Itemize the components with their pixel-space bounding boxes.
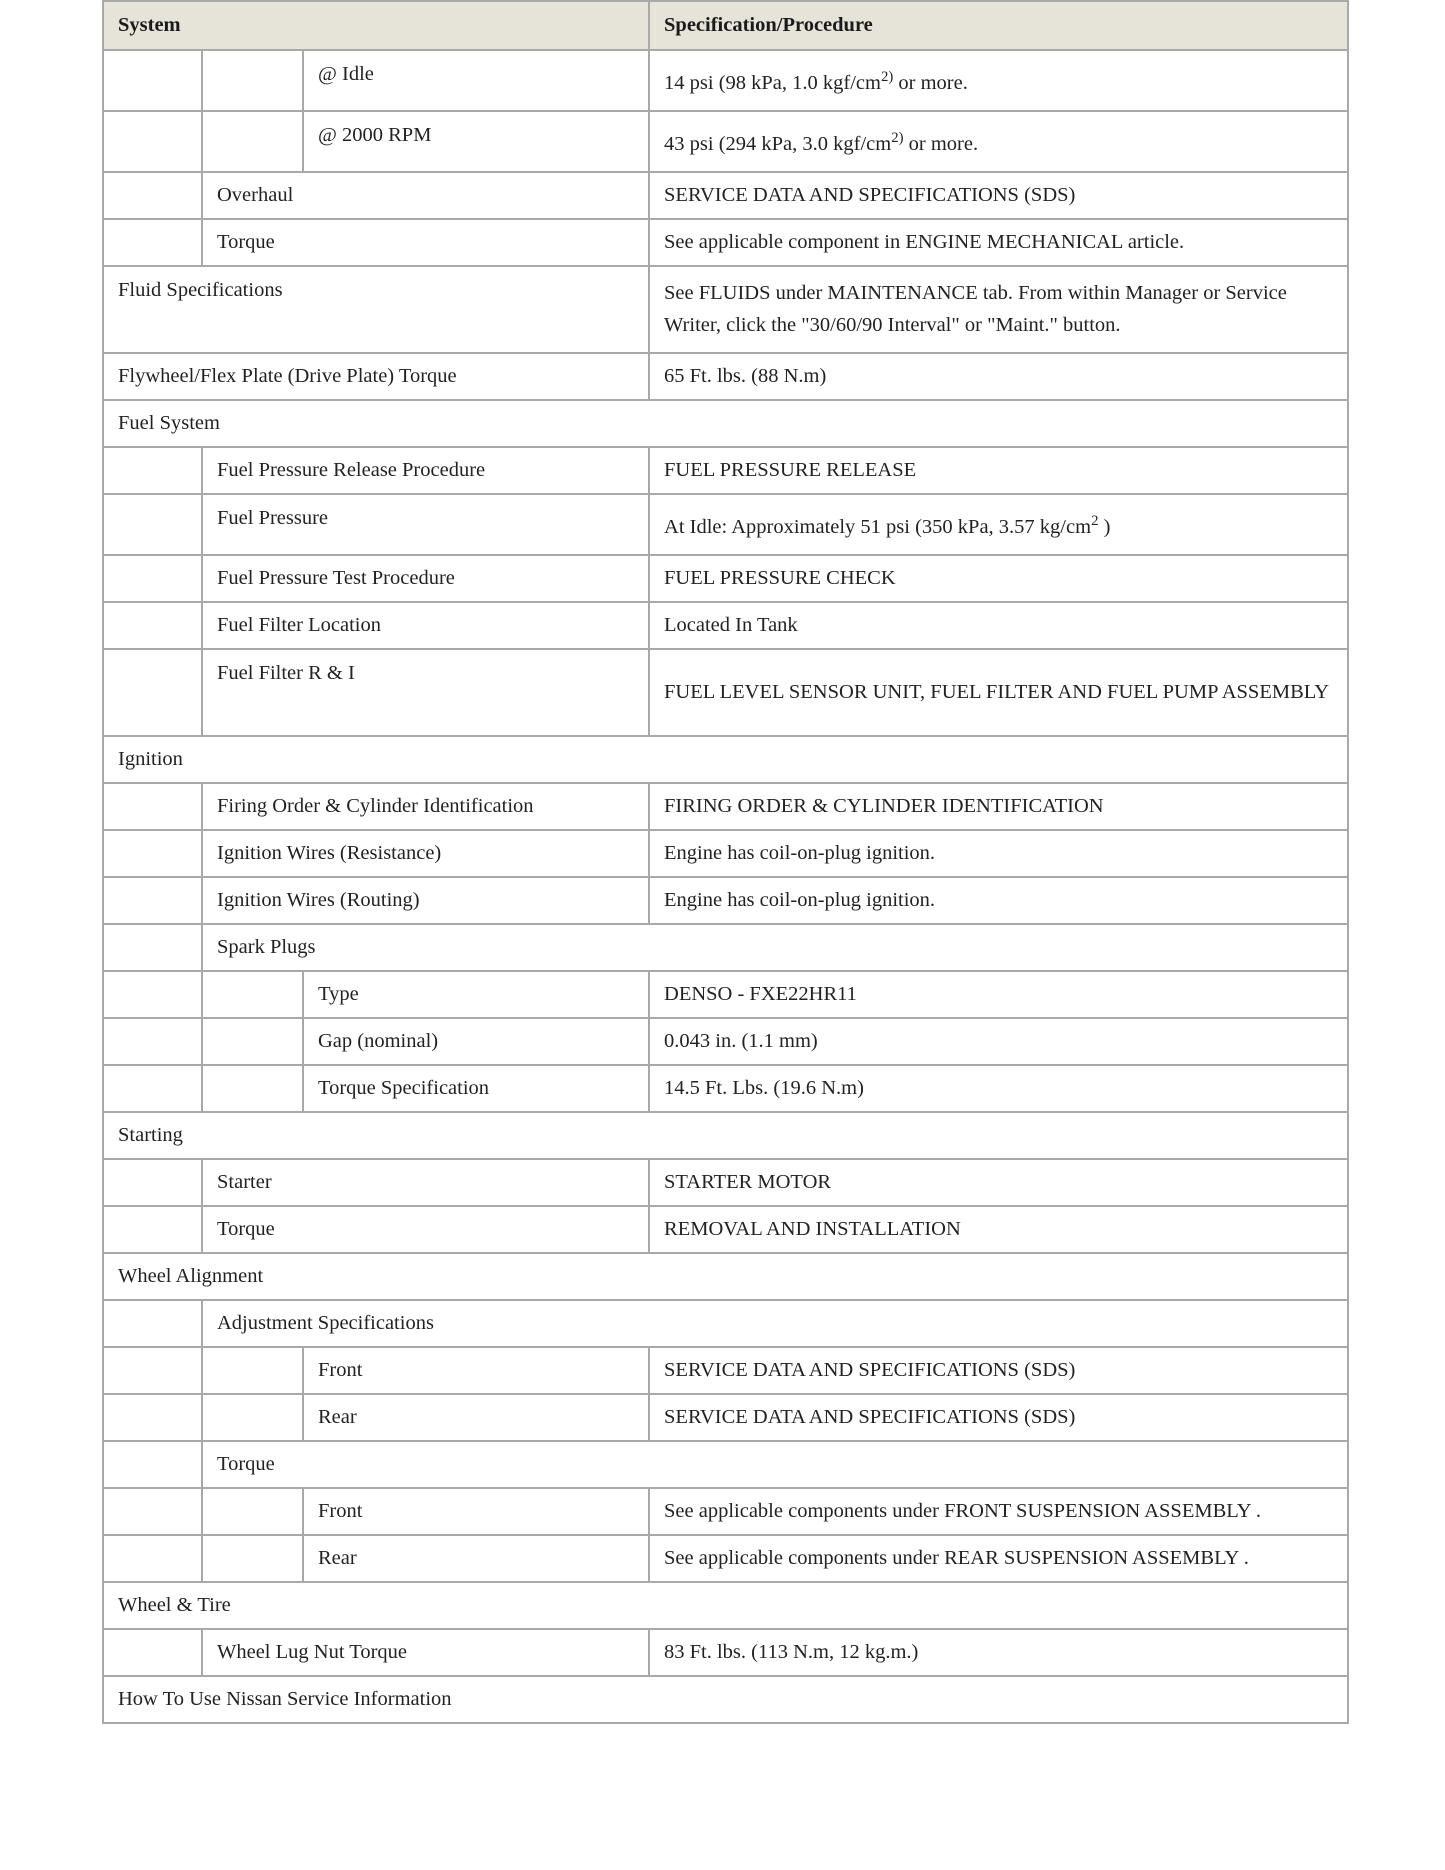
table-row (103, 1065, 1348, 1112)
indent-cell (202, 1065, 303, 1112)
row-value: At Idle: Approximately 51 psi (350 kPa, 3.57 $kg/cm^2$ ) (649, 494, 1348, 555)
section-row (103, 1582, 1348, 1629)
table-row (103, 1206, 1348, 1253)
row-value: REMOVAL AND INSTALLATION (649, 1206, 1348, 1253)
row-value: FUEL PRESSURE RELEASE (649, 447, 1348, 494)
row-value: Engine has coil-on-plug ignition. (649, 830, 1348, 877)
table-row (103, 111, 1348, 172)
row-value: Located In Tank (649, 602, 1348, 649)
row-label: Gap (nominal) (303, 1018, 649, 1065)
table-row (103, 971, 1348, 1018)
table-row (103, 1441, 1348, 1488)
indent-cell (202, 971, 303, 1018)
section-label: Ignition (103, 736, 1348, 783)
indent-cell (103, 830, 202, 877)
subsection-label: Spark Plugs (202, 924, 1348, 971)
row-label: Fuel Filter R & I (202, 649, 649, 736)
row-value: 65 Ft. lbs. (88 N.m) (649, 353, 1348, 400)
section-row (103, 1676, 1348, 1723)
table-row (103, 1535, 1348, 1582)
row-label: Rear (303, 1535, 649, 1582)
row-value: FUEL PRESSURE CHECK (649, 555, 1348, 602)
row-value: 43 psi (294 kPa, 3.0 kgf/$cm^{2)}$ or more. (649, 111, 1348, 172)
section-row (103, 400, 1348, 447)
row-label: Flywheel/Flex Plate (Drive Plate) Torque (103, 353, 649, 400)
indent-cell (103, 555, 202, 602)
indent-cell (202, 1394, 303, 1441)
row-value: 0.043 in. (1.1 mm) (649, 1018, 1348, 1065)
subsection-label: Torque (202, 1441, 1348, 1488)
indent-cell (202, 111, 303, 172)
row-label: Torque (202, 1206, 649, 1253)
table-row (103, 1488, 1348, 1535)
row-value: DENSO - FXE22HR11 (649, 971, 1348, 1018)
row-label: Overhaul (202, 172, 649, 219)
row-label: Fuel Pressure (202, 494, 649, 555)
row-label: Fuel Pressure Release Procedure (202, 447, 649, 494)
subsection-label: Adjustment Specifications (202, 1300, 1348, 1347)
indent-cell (103, 602, 202, 649)
row-label: @ Idle (303, 50, 649, 111)
table-row (103, 219, 1348, 266)
indent-cell (202, 1488, 303, 1535)
table-header-row (103, 1, 1348, 50)
table-row (103, 1394, 1348, 1441)
indent-cell (103, 1206, 202, 1253)
indent-cell (103, 1018, 202, 1065)
table-row (103, 830, 1348, 877)
indent-cell (202, 1347, 303, 1394)
table-row (103, 1347, 1348, 1394)
row-value: SERVICE DATA AND SPECIFICATIONS (SDS) (649, 1394, 1348, 1441)
indent-cell (103, 971, 202, 1018)
indent-cell (103, 447, 202, 494)
indent-cell (103, 1488, 202, 1535)
header-specification: Specification/Procedure (649, 1, 1348, 50)
table-row (103, 555, 1348, 602)
table-row (103, 783, 1348, 830)
table-row (103, 924, 1348, 971)
row-value: See applicable components under REAR SUSPENSION ASSEMBLY . (649, 1535, 1348, 1582)
indent-cell (103, 783, 202, 830)
table-row (103, 602, 1348, 649)
indent-cell (103, 1394, 202, 1441)
row-value: FIRING ORDER & CYLINDER IDENTIFICATION (649, 783, 1348, 830)
table-row (103, 877, 1348, 924)
table-row (103, 1629, 1348, 1676)
row-label: Rear (303, 1394, 649, 1441)
row-value: 83 Ft. lbs. (113 N.m, 12 kg.m.) (649, 1629, 1348, 1676)
row-label: Firing Order & Cylinder Identification (202, 783, 649, 830)
indent-cell (202, 1018, 303, 1065)
section-label: Wheel & Tire (103, 1582, 1348, 1629)
indent-cell (202, 50, 303, 111)
row-value: SERVICE DATA AND SPECIFICATIONS (SDS) (649, 1347, 1348, 1394)
table-row (103, 649, 1348, 736)
row-value: See FLUIDS under MAINTENANCE tab. From within Manager or Service Writer, click the "30/60/90 Interval" or "Maint." button. (649, 266, 1348, 353)
section-row (103, 736, 1348, 783)
indent-cell (103, 877, 202, 924)
indent-cell (103, 1347, 202, 1394)
indent-cell (103, 494, 202, 555)
row-label: Fuel Pressure Test Procedure (202, 555, 649, 602)
row-label: Front (303, 1347, 649, 1394)
row-label: Type (303, 971, 649, 1018)
header-system: System (103, 1, 649, 50)
row-label: Torque Specification (303, 1065, 649, 1112)
table-row (103, 266, 1348, 353)
section-label: Starting (103, 1112, 1348, 1159)
indent-cell (202, 1535, 303, 1582)
row-label: @ 2000 RPM (303, 111, 649, 172)
indent-cell (103, 924, 202, 971)
row-value: See applicable component in ENGINE MECHANICAL article. (649, 219, 1348, 266)
table-row (103, 1300, 1348, 1347)
row-label: Fuel Filter Location (202, 602, 649, 649)
row-label: Ignition Wires (Routing) (202, 877, 649, 924)
table-row (103, 50, 1348, 111)
indent-cell (103, 1159, 202, 1206)
row-value: Engine has coil-on-plug ignition. (649, 877, 1348, 924)
table-row (103, 494, 1348, 555)
row-value: 14.5 Ft. Lbs. (19.6 N.m) (649, 1065, 1348, 1112)
table-row (103, 1159, 1348, 1206)
row-label: Ignition Wires (Resistance) (202, 830, 649, 877)
row-value: SERVICE DATA AND SPECIFICATIONS (SDS) (649, 172, 1348, 219)
indent-cell (103, 1065, 202, 1112)
table-row (103, 353, 1348, 400)
section-label: How To Use Nissan Service Information (103, 1676, 1348, 1723)
row-value: 14 psi (98 kPa, 1.0 kgf/$cm^{2)}$ or more. (649, 50, 1348, 111)
section-row (103, 1112, 1348, 1159)
indent-cell (103, 1535, 202, 1582)
row-label: Fluid Specifications (103, 266, 649, 353)
table-row (103, 447, 1348, 494)
table-row (103, 1018, 1348, 1065)
section-label: Wheel Alignment (103, 1253, 1348, 1300)
section-label: Fuel System (103, 400, 1348, 447)
row-label: Front (303, 1488, 649, 1535)
indent-cell (103, 649, 202, 736)
specifications-table (102, 0, 1349, 1724)
indent-cell (103, 50, 202, 111)
indent-cell (103, 1629, 202, 1676)
row-value: FUEL LEVEL SENSOR UNIT, FUEL FILTER AND FUEL PUMP ASSEMBLY (649, 649, 1348, 736)
indent-cell (103, 172, 202, 219)
indent-cell (103, 1300, 202, 1347)
section-row (103, 1253, 1348, 1300)
row-label: Starter (202, 1159, 649, 1206)
table-row (103, 172, 1348, 219)
indent-cell (103, 1441, 202, 1488)
indent-cell (103, 111, 202, 172)
indent-cell (103, 219, 202, 266)
row-value: STARTER MOTOR (649, 1159, 1348, 1206)
row-label: Torque (202, 219, 649, 266)
row-value: See applicable components under FRONT SUSPENSION ASSEMBLY . (649, 1488, 1348, 1535)
row-label: Wheel Lug Nut Torque (202, 1629, 649, 1676)
